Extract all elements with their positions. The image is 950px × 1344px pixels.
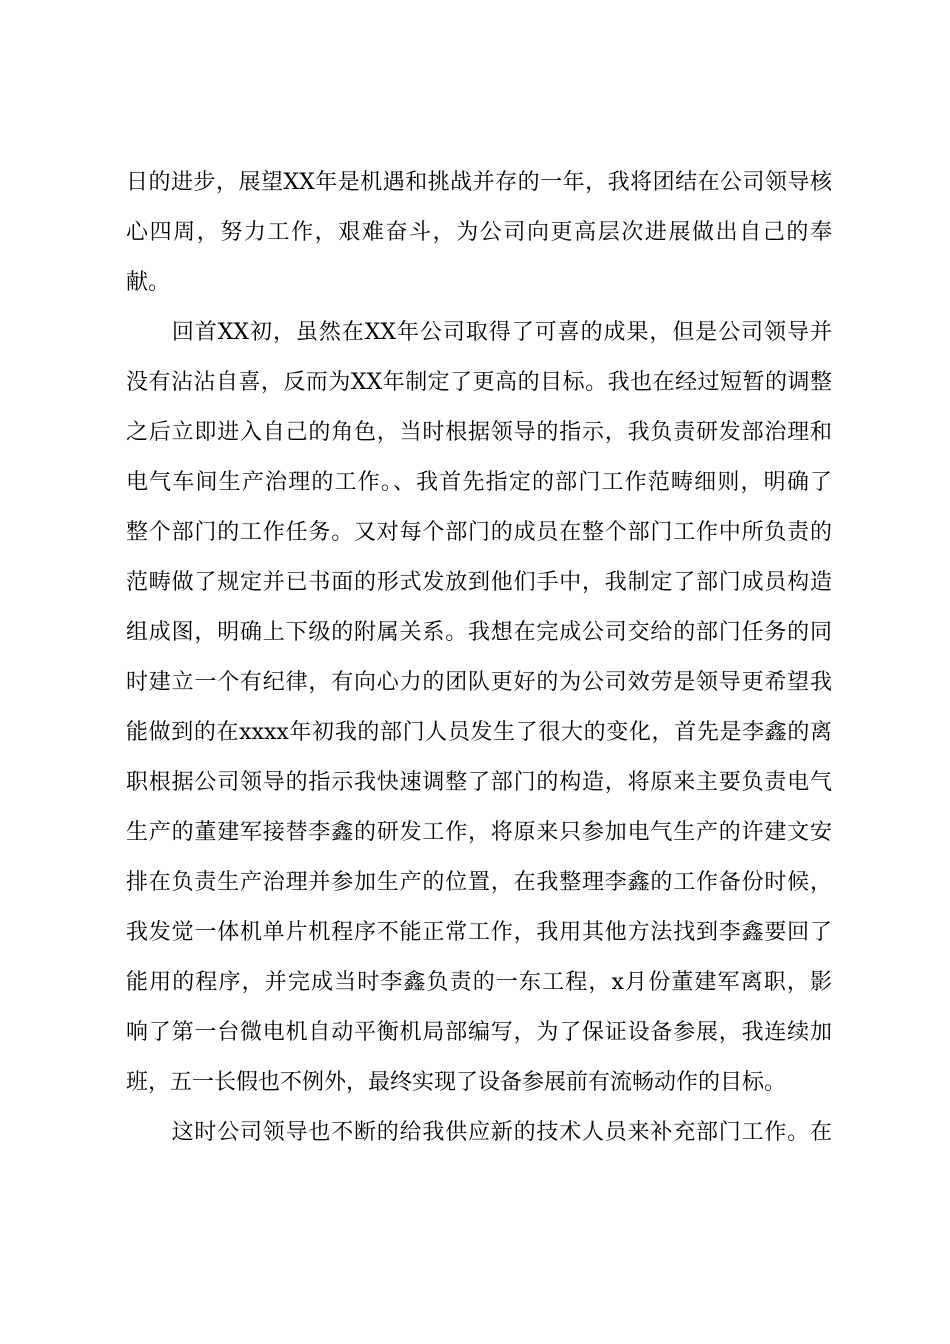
text-line: 电气车间生产治理的工作。、我首先指定的部门工作范畴细则，明确了 — [126, 470, 832, 495]
text-line: 没有沾沾自喜，反而为XX年制定了更高的目标。我也在经过短暂的调整 — [126, 370, 832, 395]
text-line: 献。 — [126, 270, 171, 295]
text-line: 能做到的在xxxx年初我的部门人员发生了很大的变化，首先是李鑫的离 — [126, 720, 832, 745]
text-line: 时建立一个有纪律，有向心力的团队更好的为公司效劳是领导更希望我 — [126, 670, 832, 695]
text-line: 日的进步，展望XX年是机遇和挑战并存的一年，我将团结在公司领导核 — [126, 170, 832, 195]
text-line: 职根据公司领导的指示我快速调整了部门的构造，将原来主要负责电气 — [126, 770, 832, 795]
text-line: 回首XX初，虽然在XX年公司取得了可喜的成果，但是公司领导并 — [126, 320, 832, 345]
text-line: 我发觉一体机单片机程序不能正常工作，我用其他方法找到李鑫要回了 — [126, 920, 832, 945]
text-line: 组成图，明确上下级的附属关系。我想在完成公司交给的部门任务的同 — [126, 620, 832, 645]
text-line: 范畴做了规定并已书面的形式发放到他们手中，我制定了部门成员构造 — [126, 570, 832, 595]
text-line: 生产的董建军接替李鑫的研发工作，将原来只参加电气生产的许建文安 — [126, 820, 832, 845]
text-line: 能用的程序，并完成当时李鑫负责的一东工程，x月份董建军离职，影 — [126, 970, 832, 995]
text-line: 之后立即进入自己的角色，当时根据领导的指示，我负责研发部治理和 — [126, 420, 832, 445]
text-line: 排在负责生产治理并参加生产的位置，在我整理李鑫的工作备份时候， — [126, 870, 832, 895]
text-line: 班，五一长假也不例外，最终实现了设备参展前有流畅动作的目标。 — [126, 1070, 787, 1095]
text-line: 整个部门的工作任务。又对每个部门的成员在整个部门工作中所负责的 — [126, 520, 832, 545]
text-line: 这时公司领导也不断的给我供应新的技术人员来补充部门工作。在 — [126, 1120, 832, 1145]
text-line: 心四周，努力工作，艰难奋斗，为公司向更高层次进展做出自己的奉 — [126, 220, 832, 245]
body-text — [126, 158, 832, 1158]
text-line: 响了第一台微电机自动平衡机局部编写，为了保证设备参展，我连续加 — [126, 1020, 832, 1045]
